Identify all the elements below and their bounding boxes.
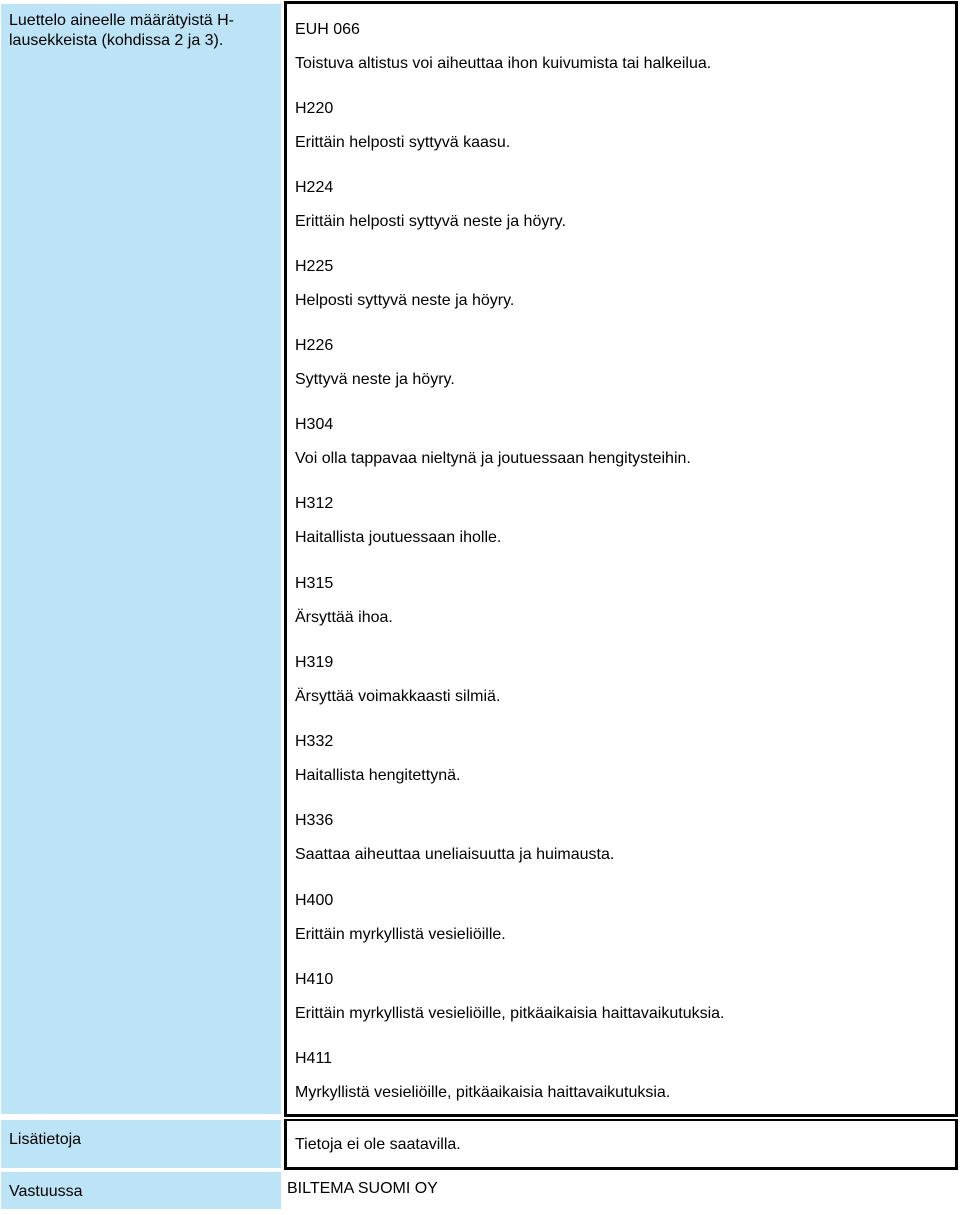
phrase-code: H411 xyxy=(295,1050,333,1067)
responsible-label-cell xyxy=(1,1172,281,1209)
phrase-item xyxy=(295,1049,670,1103)
phrase-item xyxy=(295,20,711,74)
phrase-text: Ärsyttää voimakkaasti silmiä. xyxy=(295,688,501,705)
additional-info-box xyxy=(284,1119,958,1170)
phrase-text: Myrkyllistä vesieliöille, pitkäaikaisia haittavaikutuksia. xyxy=(295,1084,671,1101)
phrase-text: Erittäin myrkyllistä vesieliöille, pitkäaikaisia haittavaikutuksia. xyxy=(295,1005,725,1022)
phrase-item xyxy=(295,891,506,945)
phrase-item xyxy=(295,178,566,232)
phrase-item xyxy=(295,970,725,1024)
phrase-item xyxy=(295,257,514,311)
phrases-list-box xyxy=(284,1,958,1117)
phrase-code: H410 xyxy=(295,971,334,988)
phrases-list-label: Luettelo aineelle määrätyistä H-lausekkeista (kohdissa 2 ja 3). xyxy=(9,12,235,49)
phrase-text: Haitallista joutuessaan iholle. xyxy=(295,529,502,546)
phrase-code: H304 xyxy=(295,416,334,433)
phrase-code: H336 xyxy=(295,812,334,829)
phrase-item xyxy=(295,99,510,153)
phrase-text: Helposti syttyvä neste ja höyry. xyxy=(295,292,515,309)
additional-info-label-cell xyxy=(1,1120,281,1168)
phrase-item xyxy=(295,653,500,707)
phrase-text: Erittäin helposti syttyvä kaasu. xyxy=(295,134,511,151)
phrase-item xyxy=(295,811,614,865)
phrase-item xyxy=(295,494,501,548)
additional-info-label: Lisätietoja xyxy=(9,1131,82,1148)
phrase-text: Ärsyttää ihoa. xyxy=(295,609,393,626)
phrase-item xyxy=(295,732,460,786)
phrase-text: Haitallista hengitettynä. xyxy=(295,767,461,784)
phrase-code: H226 xyxy=(295,337,334,354)
phrases-list-label-cell xyxy=(1,4,281,1114)
phrase-code: H225 xyxy=(295,258,334,275)
phrase-code: H220 xyxy=(295,100,334,117)
phrase-code: H332 xyxy=(295,733,334,750)
phrase-code: H319 xyxy=(295,654,334,671)
phrase-code: H224 xyxy=(295,179,334,196)
phrase-item xyxy=(295,415,691,469)
phrase-text: Erittäin myrkyllistä vesieliöille. xyxy=(295,926,506,943)
responsible-company: BILTEMA SUOMI OY xyxy=(287,1180,438,1197)
phrase-code: H312 xyxy=(295,495,334,512)
phrase-text: Saattaa aiheuttaa uneliaisuutta ja huimausta. xyxy=(295,846,615,863)
additional-info-text: Tietoja ei ole saatavilla. xyxy=(295,1136,461,1153)
phrase-item xyxy=(295,574,393,628)
phrase-code: H315 xyxy=(295,575,334,592)
phrase-text: Voi olla tappavaa nieltynä ja joutuessaan hengitysteihin. xyxy=(295,450,691,467)
phrase-item xyxy=(295,336,455,390)
phrase-code: H400 xyxy=(295,892,334,909)
responsible-label: Vastuussa xyxy=(9,1183,83,1200)
phrase-text: Toistuva altistus voi aiheuttaa ihon kuivumista tai halkeilua. xyxy=(295,55,712,72)
phrase-text: Syttyvä neste ja höyry. xyxy=(295,371,455,388)
phrase-code: EUH 066 xyxy=(295,21,360,38)
phrase-text: Erittäin helposti syttyvä neste ja höyry. xyxy=(295,213,566,230)
